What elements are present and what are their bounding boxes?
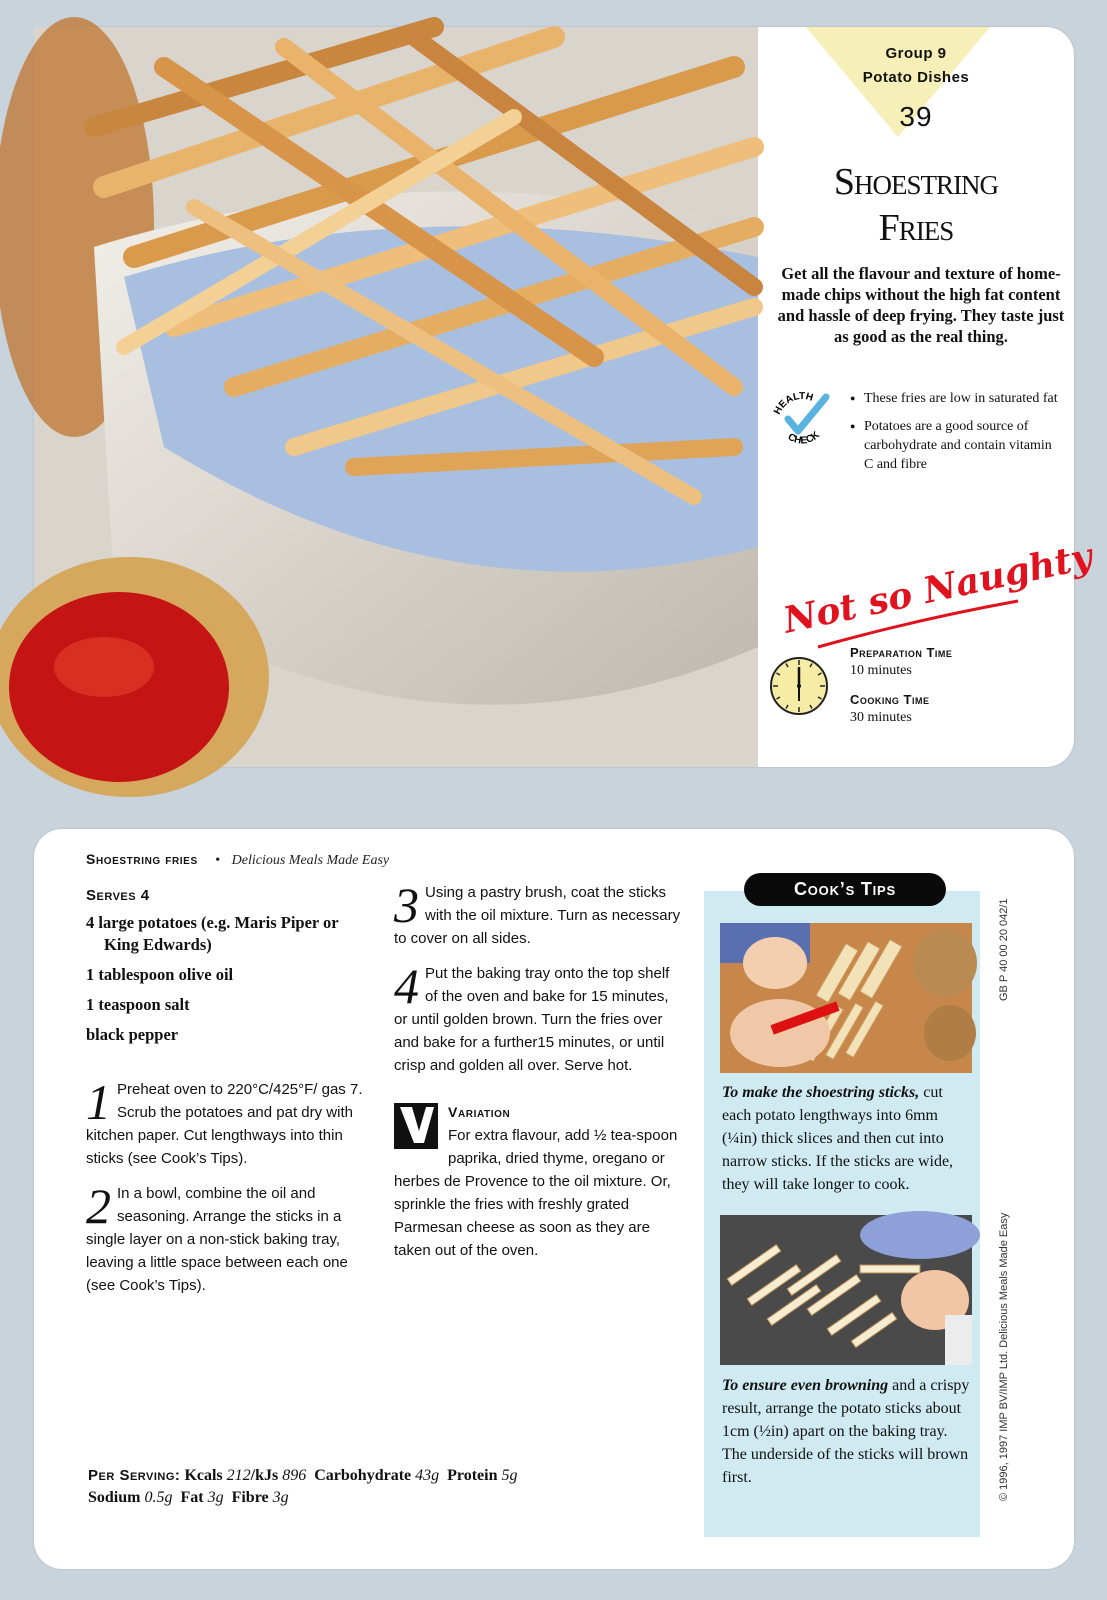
tip-1-text: cut each potato lengthways into 6mm (¼in) thick slices and then cut into narrow sticks. If the sticks are wide, they will take longer to cook.	[722, 1084, 954, 1193]
health-points	[850, 389, 1060, 483]
recipe-title	[758, 159, 1074, 251]
not-so-naughty-badge	[778, 535, 1096, 649]
kcals-label: Kcals	[184, 1467, 223, 1484]
tip-2-lead: To ensure even browning	[722, 1377, 889, 1394]
tip-2-text: and a crispy result, arrange the potato sticks about 1cm (½in) apart on the baking tray. The underside of the sticks will brown first.	[722, 1377, 970, 1486]
fibre-label: Fibre	[231, 1489, 269, 1506]
ingredient-item: 4 large potatoes (e.g. Maris Piper or King Edwards)	[86, 913, 339, 954]
front-info-panel	[758, 27, 1096, 767]
baking-tray-photo	[720, 1215, 972, 1365]
sodium-label: Sodium	[88, 1489, 141, 1506]
step-text: Using a pastry brush, coat the sticks with the oil mixture. Turn as necessary to cover on all sides.	[394, 884, 681, 947]
series-name: Delicious Meals Made Easy	[231, 853, 390, 868]
copyright: © 1996, 1997 IMP BV/IMP Ltd. Delicious Meals Made Easy	[998, 1212, 1010, 1501]
recipe-title-line2: Fries	[878, 207, 954, 249]
health-point: ● These fries are low in saturated fat	[850, 389, 1060, 408]
cook-time-label: Cooking Time	[850, 692, 930, 707]
protein-label: Protein	[447, 1467, 498, 1484]
ingredient-list	[86, 912, 376, 1046]
cook-time-value: 30 minutes	[850, 710, 912, 725]
svg-text:HEALTH	[772, 391, 814, 416]
cooks-tips-heading: Cook’s Tips	[744, 873, 946, 906]
health-point: ● Potatoes are a good source of carbohydrate and contain vitamin C and fibre	[850, 417, 1060, 474]
group-name: Potato Dishes	[862, 69, 970, 86]
prep-time-label: Preparation Time	[850, 645, 953, 660]
svg-text:CHECK	[786, 429, 823, 447]
health-badge-bottom: CHECK	[785, 429, 822, 447]
cutting-potato-photo	[720, 923, 972, 1073]
tip-1-lead: To make the shoestring sticks,	[722, 1084, 920, 1101]
variation-v-icon	[394, 1103, 438, 1149]
nutrition-info	[88, 1465, 688, 1509]
fibre-value: 3g	[272, 1489, 289, 1506]
recipe-card-back	[34, 829, 1074, 1569]
product-code: GB P 40 00 20 042/1	[998, 898, 1010, 1001]
nutrition-label: Per Serving:	[88, 1467, 181, 1484]
serves: Serves 4	[86, 887, 150, 904]
back-header	[86, 851, 389, 869]
sodium-value: 0.5g	[144, 1489, 173, 1506]
method-step-3	[394, 877, 684, 950]
kjs-value: 896	[282, 1467, 307, 1484]
recipe-card-front	[34, 27, 1096, 767]
carb-value: 43g	[415, 1467, 440, 1484]
ingredient-item: 1 teaspoon salt	[86, 995, 190, 1014]
variation-heading: Variation	[448, 1104, 511, 1120]
tip-1	[722, 1081, 976, 1196]
method-step-2	[86, 1178, 376, 1297]
header-bullet: •	[215, 853, 221, 868]
tip-2	[722, 1374, 976, 1489]
back-header-title: Shoestring fries	[86, 851, 198, 867]
variation-section	[394, 1101, 684, 1262]
step-number: 3	[394, 877, 419, 933]
kjs-label: /kJs	[250, 1467, 279, 1484]
method-step-4	[394, 958, 684, 1077]
step-number: 2	[86, 1178, 111, 1234]
prep-time-value: 10 minutes	[850, 663, 912, 678]
method-column	[394, 877, 684, 1262]
fries-illustration	[34, 27, 758, 767]
protein-value: 5g	[501, 1467, 518, 1484]
recipe-title-line1: Shoestring	[833, 161, 999, 203]
step-text: Put the baking tray onto the top shelf of the oven and bake for 15 minutes, or until golden brown. Turn the fries over and bake for a further15 minutes, or until crisp and golden all over. Serve hot.	[394, 965, 670, 1074]
ingredient-item: 1 tablespoon olive oil	[86, 965, 234, 984]
ingredient-item: black pepper	[86, 1025, 179, 1044]
health-badge-top: HEALTH	[772, 390, 815, 417]
rating-text: Not so Naughty	[779, 535, 1096, 642]
health-check-icon	[770, 389, 834, 453]
step-text: Preheat oven to 220°C/425°F/ gas 7. Scrub the potatoes and pat dry with kitchen paper. Cut lengthways into thin sticks (see Cook’s Tips).	[86, 1081, 363, 1167]
side-print	[994, 889, 1034, 1509]
step-number: 4	[394, 958, 419, 1014]
recipe-number: 39	[899, 101, 933, 132]
group-number: Group 9	[885, 45, 947, 62]
ingredients-column	[86, 887, 376, 1297]
fries-photo	[34, 27, 758, 767]
variation-text: For extra flavour, add ½ tea-spoon paprika, dried thyme, oregano or herbes de Provence to the oil mixture. Or, sprinkle the fries with freshly grated Parmesan cheese as soon as they are taken out of the oven.	[394, 1127, 678, 1259]
clock-icon	[768, 655, 830, 717]
method-step-1	[86, 1074, 376, 1170]
step-text: In a bowl, combine the oil and seasoning. Arrange the sticks in a single layer on a non-stick baking tray, leaving a little space between each one (see Cook’s Tips).	[86, 1185, 348, 1294]
recipe-intro: Get all the flavour and texture of home-made chips without the high fat content and hassle of deep frying. They taste just as good as the real thing.	[777, 264, 1065, 346]
step-number: 1	[86, 1074, 111, 1130]
carb-label: Carbohydrate	[314, 1467, 412, 1484]
fat-value: 3g	[207, 1489, 224, 1506]
kcals-value: 212	[226, 1467, 251, 1484]
fat-label: Fat	[180, 1489, 204, 1506]
